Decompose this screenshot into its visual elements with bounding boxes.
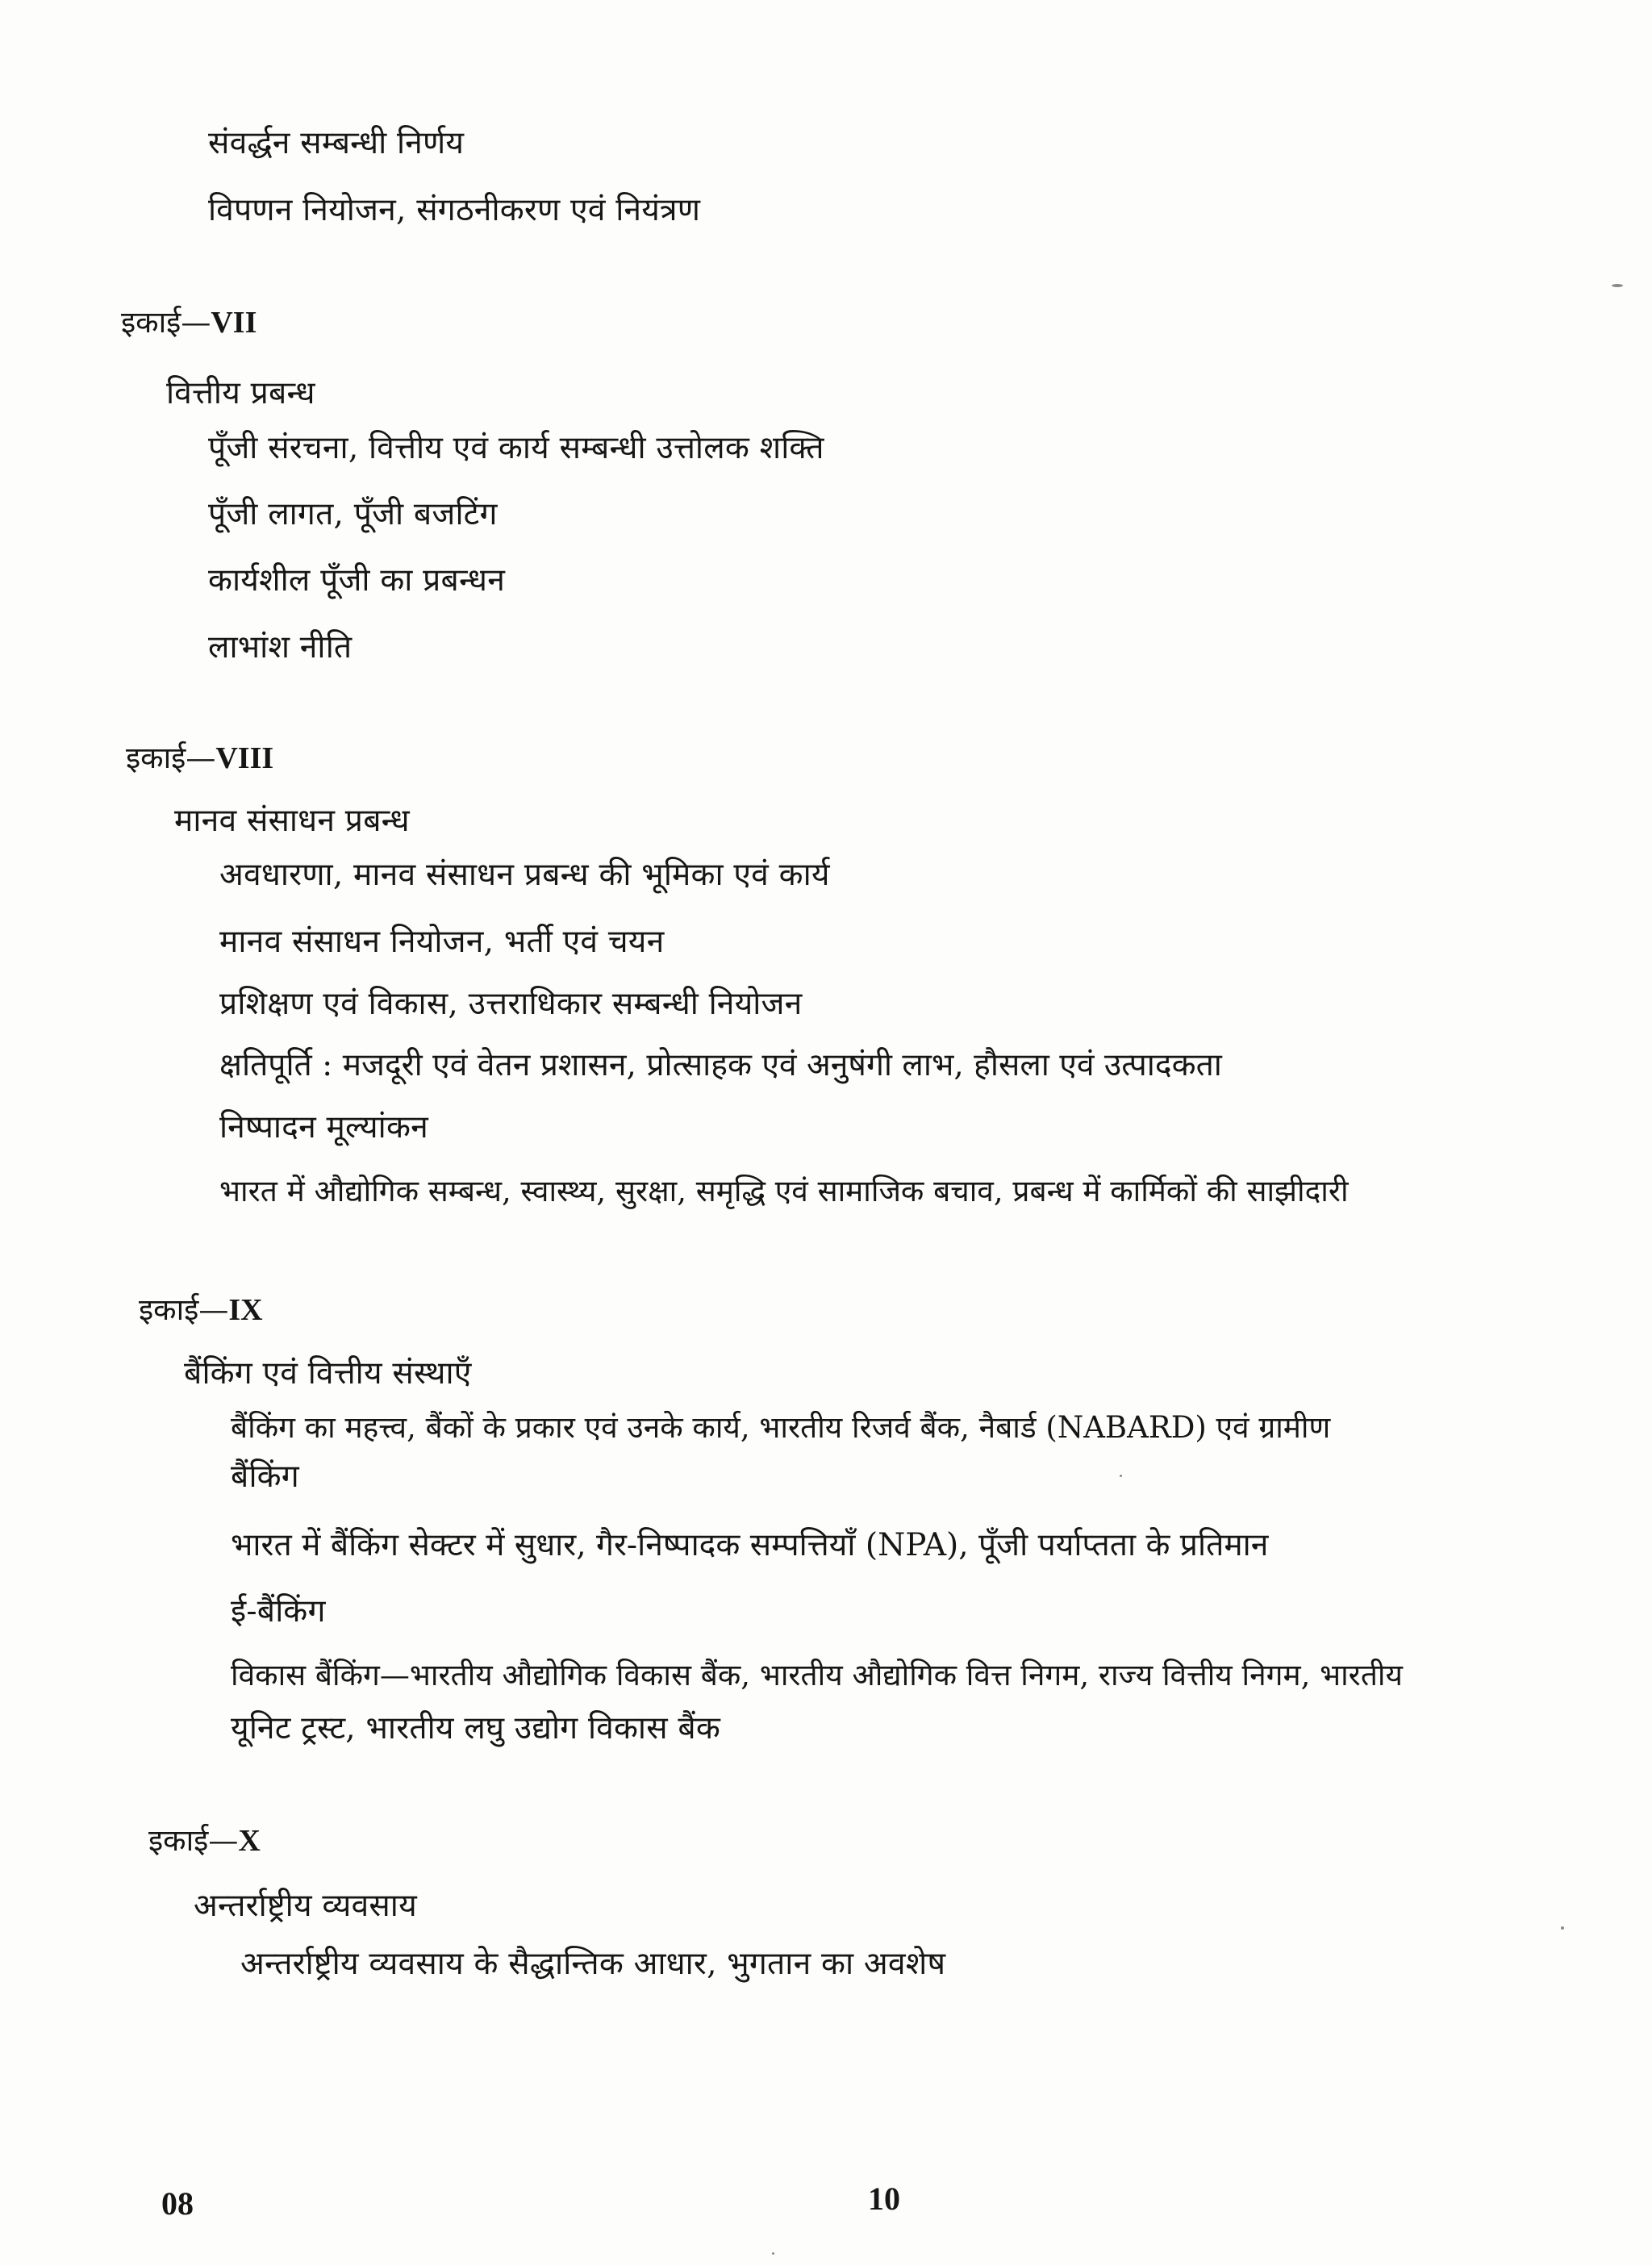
unit-title: वित्तीय प्रबन्ध bbox=[166, 375, 315, 411]
topic-line: ई-बैंकिंग bbox=[231, 1593, 326, 1630]
topic-line: प्रशिक्षण एवं विकास, उत्तराधिकार सम्बन्धी नियोजन bbox=[219, 986, 803, 1022]
topic-line: अवधारणा, मानव संसाधन प्रबन्ध की भूमिका एवं कार्य bbox=[219, 857, 830, 893]
scan-artifact bbox=[1561, 1926, 1564, 1930]
unit-heading-roman: X bbox=[238, 1824, 261, 1858]
unit-title: बैंकिंग एवं वित्तीय संस्थाएँ bbox=[184, 1355, 472, 1392]
footer-code: 08 bbox=[161, 2185, 194, 2222]
topic-line: बैंकिंग का महत्त्व, बैंकों के प्रकार एवं उनके कार्य, भारतीय रिजर्व बैंक, नैबार्ड (NABARD) एवं ग्रामीण bbox=[231, 1410, 1331, 1445]
topic-line: भारत में औद्योगिक सम्बन्ध, स्वास्थ्य, सुरक्षा, समृद्धि एवं सामाजिक बचाव, प्रबन्ध में कार्मिकों की साझीदारी bbox=[219, 1174, 1349, 1208]
topic-line: पूँजी लागत, पूँजी बजटिंग bbox=[208, 496, 498, 532]
topic-line: निष्पादन मूल्यांकन bbox=[219, 1109, 428, 1146]
topic-line: मानव संसाधन नियोजन, भर्ती एवं चयन bbox=[219, 924, 665, 960]
topic-line: संवर्द्धन सम्बन्धी निर्णय bbox=[208, 125, 465, 161]
unit-heading bbox=[139, 1292, 263, 1329]
unit-title: अन्तर्राष्ट्रीय व्यवसाय bbox=[194, 1888, 417, 1924]
scan-artifact bbox=[772, 2252, 774, 2255]
topic-line: क्षतिपूर्ति : मजदूरी एवं वेतन प्रशासन, प्रोत्साहक एवं अनुषंगी लाभ, हौसला एवं उत्पादकता bbox=[219, 1047, 1222, 1083]
topic-line: कार्यशील पूँजी का प्रबन्धन bbox=[208, 562, 506, 599]
unit-heading-roman: IX bbox=[228, 1293, 263, 1327]
scan-artifact bbox=[1120, 1475, 1122, 1477]
unit-heading-roman: VIII bbox=[215, 741, 274, 775]
topic-line: बैंकिंग bbox=[231, 1459, 299, 1495]
unit-heading-prefix: इकाई— bbox=[148, 1823, 239, 1858]
unit-title: मानव संसाधन प्रबन्ध bbox=[174, 803, 410, 839]
topic-line: भारत में बैंकिंग सेक्टर में सुधार, गैर-निष्पादक सम्पत्तियाँ (NPA), पूँजी पर्याप्तता के प्रतिमान bbox=[231, 1527, 1269, 1563]
unit-heading-prefix: इकाई— bbox=[139, 1292, 229, 1327]
topic-line: अन्तर्राष्ट्रीय व्यवसाय के सैद्धान्तिक आधार, भुगतान का अवशेष bbox=[240, 1946, 946, 1982]
unit-heading bbox=[121, 305, 257, 342]
topic-line: पूँजी संरचना, वित्तीय एवं कार्य सम्बन्धी उत्तोलक शक्ति bbox=[208, 430, 824, 466]
topic-line: लाभांश नीति bbox=[208, 629, 353, 666]
unit-heading bbox=[126, 741, 273, 778]
unit-heading-prefix: इकाई— bbox=[126, 741, 216, 775]
unit-heading bbox=[148, 1823, 261, 1860]
unit-heading-prefix: इकाई— bbox=[121, 305, 211, 340]
unit-heading-roman: VII bbox=[211, 306, 257, 340]
topic-line: विपणन नियोजन, संगठनीकरण एवं नियंत्रण bbox=[208, 192, 701, 228]
topic-line: विकास बैंकिंग—भारतीय औद्योगिक विकास बैंक, भारतीय औद्योगिक वित्त निगम, राज्य वित्तीय निगम, भारतीय bbox=[231, 1658, 1403, 1692]
topic-line: यूनिट ट्रस्ट, भारतीय लघु उद्योग विकास बैंक bbox=[231, 1710, 721, 1746]
page-number: 10 bbox=[868, 2180, 900, 2217]
scan-artifact bbox=[1612, 284, 1623, 287]
